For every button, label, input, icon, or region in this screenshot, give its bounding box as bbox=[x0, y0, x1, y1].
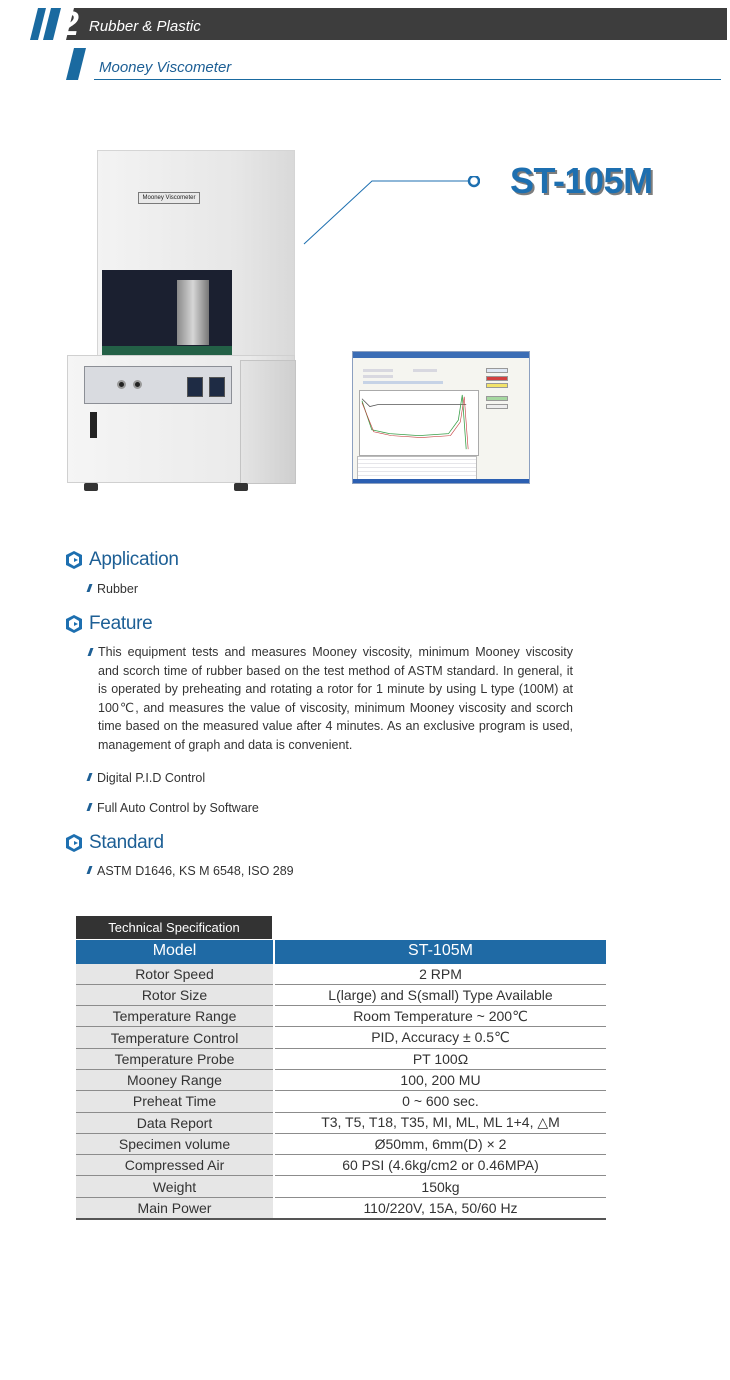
slash-tick-icon bbox=[87, 773, 93, 781]
table-row bbox=[76, 1155, 606, 1176]
machine-test-chamber bbox=[102, 270, 232, 360]
software-button bbox=[486, 368, 508, 373]
display-icon bbox=[187, 377, 203, 397]
application-item: Rubber bbox=[88, 580, 138, 598]
spec-value: 0 ~ 600 sec. bbox=[274, 1091, 606, 1112]
spec-value: PID, Accuracy ± 0.5℃ bbox=[274, 1027, 606, 1048]
software-progress bbox=[363, 381, 443, 384]
model-title: ST-105M bbox=[510, 160, 653, 201]
feature-heading bbox=[64, 611, 152, 637]
slash-tick-icon bbox=[88, 648, 94, 656]
feature-heading-label: Feature bbox=[89, 613, 153, 634]
machine-nameplate: Mooney Viscometer bbox=[138, 192, 200, 204]
spec-label: Main Power bbox=[76, 1197, 274, 1218]
spec-header-label: Model bbox=[76, 940, 274, 963]
software-screenshot bbox=[352, 351, 530, 484]
software-field bbox=[413, 369, 437, 372]
spec-label: Temperature Probe bbox=[76, 1048, 274, 1069]
table-row bbox=[76, 984, 606, 1005]
table-row bbox=[76, 963, 606, 984]
table-row bbox=[76, 1027, 606, 1048]
standard-item: ASTM D1646, KS M 6548, ISO 289 bbox=[88, 862, 294, 880]
table-row bbox=[76, 1048, 606, 1069]
machine-press bbox=[177, 280, 209, 345]
software-data-table bbox=[357, 456, 477, 480]
spec-label: Data Report bbox=[76, 1112, 274, 1133]
spec-value: 2 RPM bbox=[274, 963, 606, 984]
table-row bbox=[76, 1006, 606, 1027]
subsection-header bbox=[66, 48, 721, 82]
g-cube-icon bbox=[64, 550, 84, 570]
slash-tick-icon bbox=[87, 866, 93, 874]
spec-header-row bbox=[76, 940, 606, 963]
foot-icon bbox=[234, 483, 248, 491]
standard-heading bbox=[64, 830, 164, 856]
spec-value: 150kg bbox=[274, 1176, 606, 1197]
knob-icon bbox=[133, 380, 142, 389]
spec-label: Temperature Range bbox=[76, 1006, 274, 1027]
knob-icon bbox=[117, 380, 126, 389]
software-button bbox=[486, 376, 508, 381]
callout-line bbox=[300, 176, 480, 248]
application-heading bbox=[64, 547, 179, 573]
spec-label: Preheat Time bbox=[76, 1091, 274, 1112]
standard-heading-label: Standard bbox=[89, 832, 164, 853]
software-field bbox=[363, 369, 393, 372]
machine-power-switch bbox=[90, 412, 97, 438]
feature-description: This equipment tests and measures Mooney viscosity, minimum Mooney viscosity and scorch time of rubber based on the test method of ASTM standard. In general, it is operated by preheating and rotating a rotor for 1 minute by using L type (100M) at 100℃, and measures the value of viscosity, minimum Mooney viscosity and scorch time based on the measured value after 4 minutes. As an exclusive program is used, management of graph and data is convenient. bbox=[98, 645, 573, 752]
slash-tick-icon bbox=[87, 584, 93, 592]
subsection-marker bbox=[66, 48, 86, 80]
software-taskbar bbox=[353, 479, 529, 483]
application-heading-label: Application bbox=[89, 549, 179, 570]
spec-value: 110/220V, 15A, 50/60 Hz bbox=[274, 1197, 606, 1218]
table-row bbox=[76, 1197, 606, 1218]
software-button bbox=[486, 404, 508, 409]
spec-label: Compressed Air bbox=[76, 1155, 274, 1176]
software-titlebar bbox=[353, 352, 529, 358]
spec-label: Mooney Range bbox=[76, 1069, 274, 1090]
spec-value: L(large) and S(small) Type Available bbox=[274, 984, 606, 1005]
spec-table bbox=[76, 940, 606, 1220]
spec-value: 100, 200 MU bbox=[274, 1069, 606, 1090]
spec-label: Rotor Size bbox=[76, 984, 274, 1005]
display-icon bbox=[209, 377, 225, 397]
subsection-title: Mooney Viscometer bbox=[99, 59, 232, 76]
slash-tick-icon bbox=[87, 803, 93, 811]
spec-value: T3, T5, T18, T35, MI, ML, ML 1+4, △M bbox=[274, 1112, 606, 1133]
header-stripe bbox=[43, 8, 61, 40]
table-row bbox=[76, 1112, 606, 1133]
machine-feet bbox=[84, 483, 284, 491]
spec-value: PT 100Ω bbox=[274, 1048, 606, 1069]
feature-item: Digital P.I.D Control bbox=[88, 769, 205, 787]
spec-label: Weight bbox=[76, 1176, 274, 1197]
g-cube-icon bbox=[64, 833, 84, 853]
section-number: 2 bbox=[60, 5, 79, 43]
software-button bbox=[486, 396, 508, 401]
table-row bbox=[76, 1176, 606, 1197]
spec-header-value: ST-105M bbox=[274, 940, 606, 963]
spec-value: Room Temperature ~ 200℃ bbox=[274, 1006, 606, 1027]
table-row bbox=[76, 1069, 606, 1090]
spec-value: 60 PSI (4.6kg/cm2 or 0.46MPA) bbox=[274, 1155, 606, 1176]
machine-control-panel bbox=[84, 366, 232, 404]
feature-item: Full Auto Control by Software bbox=[88, 799, 259, 817]
spec-label: Specimen volume bbox=[76, 1133, 274, 1154]
foot-icon bbox=[84, 483, 98, 491]
table-row bbox=[76, 1091, 606, 1112]
software-field bbox=[363, 375, 393, 378]
section-header-bar bbox=[30, 5, 727, 43]
subsection-rule bbox=[94, 79, 721, 80]
software-button bbox=[486, 383, 508, 388]
spec-value: Ø50mm, 6mm(D) × 2 bbox=[274, 1133, 606, 1154]
software-graph bbox=[359, 390, 479, 456]
machine-photo bbox=[62, 150, 307, 495]
machine-side-panel bbox=[240, 360, 296, 484]
table-row bbox=[76, 1133, 606, 1154]
g-cube-icon bbox=[64, 614, 84, 634]
spec-table-tab: Technical Specification bbox=[76, 916, 272, 939]
spec-label: Temperature Control bbox=[76, 1027, 274, 1048]
spec-label: Rotor Speed bbox=[76, 963, 274, 984]
section-title: Rubber & Plastic bbox=[89, 18, 201, 35]
